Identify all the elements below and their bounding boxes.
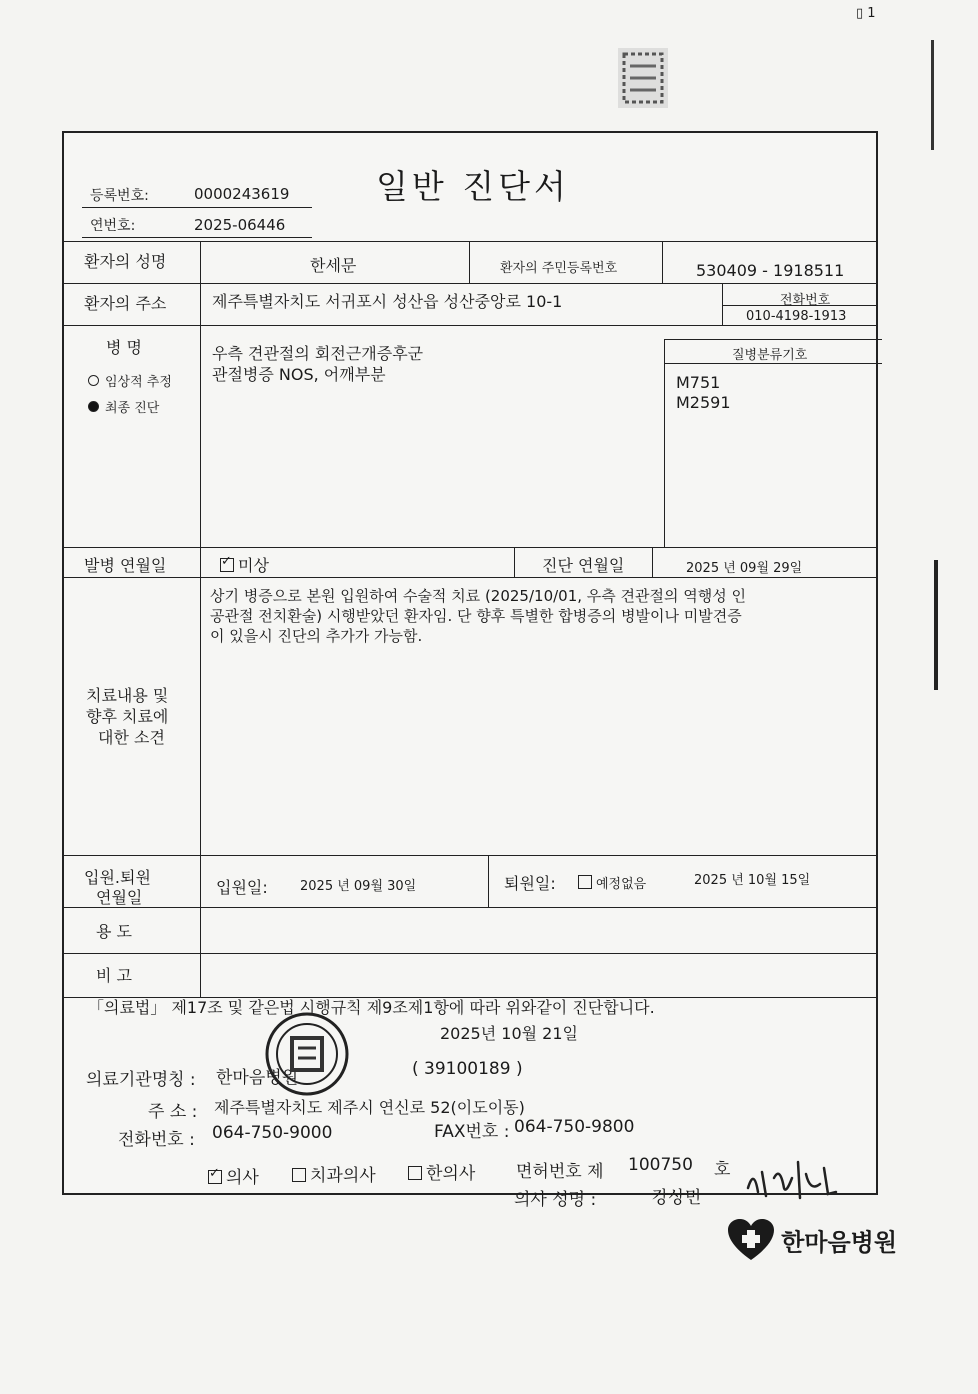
doctor-name-label: 의사 성명 : [514, 1190, 597, 1210]
final-diagnosis-option: 최종 진단 [88, 397, 159, 416]
institution-fax-label: FAX번호 : [434, 1122, 510, 1142]
institution-phone-label: 전화번호 : [118, 1130, 195, 1150]
hospital-seal-stamp [262, 1010, 352, 1098]
scan-edge-mark [934, 560, 938, 690]
institution-fax: 064-750-9800 [514, 1117, 635, 1137]
opinion-line-2: 공관절 전치환술) 시행받았던 환자임. 단 향후 특별한 합병증의 병발이나 미발견증 [210, 607, 742, 625]
license-suffix: 호 [714, 1160, 731, 1180]
disease-code-1: M751 [676, 373, 721, 392]
reg-number-value: 0000243619 [194, 185, 290, 203]
document-title: 일반 진단서 [376, 167, 570, 206]
patient-name-value: 한세문 [310, 256, 357, 275]
dentist-type-option: 치과의사 [292, 1161, 376, 1186]
disease-code-2: M2591 [676, 393, 731, 412]
institution-address-label: 주 소 : [148, 1102, 198, 1122]
serial-number-value: 2025-06446 [194, 216, 286, 234]
top-seal-stamp [612, 40, 674, 116]
diagnosis-date-value: 2025 년 09월 29일 [686, 561, 803, 576]
radio-empty-icon [88, 375, 99, 386]
opinion-line-1: 상기 병증으로 본원 입원하여 수술적 치료 (2025/10/01, 우측 견관절의 역행성 인 [210, 587, 746, 605]
serial-number-label: 연번호: [90, 218, 136, 234]
patient-address-label: 환자의 주소 [84, 294, 167, 313]
admission-label-line-1: 입원.퇴원 [84, 868, 151, 887]
hospital-logo: 한마음병원 [726, 1218, 897, 1262]
disease-code-label: 질병분류기호 [732, 348, 808, 363]
checkbox-empty-icon [408, 1166, 422, 1180]
page-number: ▯ 1 [856, 6, 876, 21]
clinical-estimate-option: 임상적 추정 [88, 371, 172, 390]
diagnosis-label: 병 명 [106, 338, 142, 357]
diagnosis-line-2: 관절병증 NOS, 어깨부분 [212, 365, 386, 384]
discharge-date-label: 퇴원일: [504, 874, 556, 893]
institution-phone: 064-750-9000 [212, 1123, 333, 1143]
checkbox-empty-icon [292, 1168, 306, 1182]
institution-address: 제주특별자치도 제주시 연신로 52(이도이동) [214, 1098, 525, 1117]
patient-name-label: 환자의 성명 [84, 252, 167, 271]
opinion-label-line-3: 대한 소견 [98, 728, 165, 747]
institution-label: 의료기관명칭 : [86, 1070, 196, 1090]
issue-date: 2025년 10월 21일 [440, 1024, 578, 1043]
license-label: 면허번호 제 [516, 1162, 604, 1182]
purpose-label: 용 도 [96, 922, 132, 941]
opinion-label-line-2: 향후 치료에 [86, 707, 169, 726]
admit-date-value: 2025 년 09월 30일 [300, 879, 417, 894]
admission-label-line-2: 연월일 [96, 888, 143, 907]
admit-date-label: 입원일: [216, 878, 268, 897]
license-number: 100750 [628, 1155, 693, 1175]
doctor-signature [740, 1148, 840, 1204]
phone-value: 010-4198-1913 [746, 309, 847, 324]
opinion-label-line-1: 치료내용 및 [86, 686, 169, 705]
phone-label: 전화번호 [780, 293, 831, 308]
oriental-doctor-type-option: 한의사 [408, 1159, 475, 1184]
onset-date-value: ✓ 미상 [220, 553, 269, 576]
legal-statement: 「의료법」 제17조 및 같은법 시행규칙 제9조제1항에 따라 위와같이 진단합니다. [88, 998, 655, 1017]
page-icon: ▯ [856, 6, 864, 21]
remarks-label: 비 고 [96, 966, 132, 985]
institution-name: 한마음병원 [216, 1068, 299, 1088]
doctor-name: 강상민 [652, 1188, 702, 1208]
diagnosis-line-1: 우측 견관절의 회전근개증후군 [212, 344, 424, 363]
discharge-date-value: 2025 년 10월 15일 [694, 873, 811, 888]
diagnosis-date-label: 진단 연월일 [542, 556, 625, 575]
opinion-line-3: 이 있을시 진단의 추가가 가능함. [210, 627, 423, 645]
checkbox-empty-icon [578, 875, 592, 889]
patient-address-value: 제주특별자치도 서귀포시 성산읍 성산중앙로 10-1 [212, 292, 563, 311]
patient-rrn-value: 530409 - 1918511 [696, 261, 845, 280]
scan-edge-mark [931, 40, 934, 150]
checkbox-checked-icon [208, 1170, 222, 1184]
discharge-option: 예정없음 [578, 873, 646, 892]
radio-filled-icon [88, 401, 99, 412]
doctor-type-option: ✓의사 [208, 1163, 259, 1188]
diagnosis-form [62, 131, 878, 1210]
onset-date-label: 발병 연월일 [84, 556, 167, 575]
patient-rrn-label: 환자의 주민등록번호 [500, 261, 618, 276]
institution-code: ( 39100189 ) [412, 1059, 523, 1079]
checkbox-checked-icon [220, 558, 234, 572]
reg-number-label: 등록번호: [90, 188, 149, 204]
hospital-logo-icon [726, 1218, 776, 1262]
